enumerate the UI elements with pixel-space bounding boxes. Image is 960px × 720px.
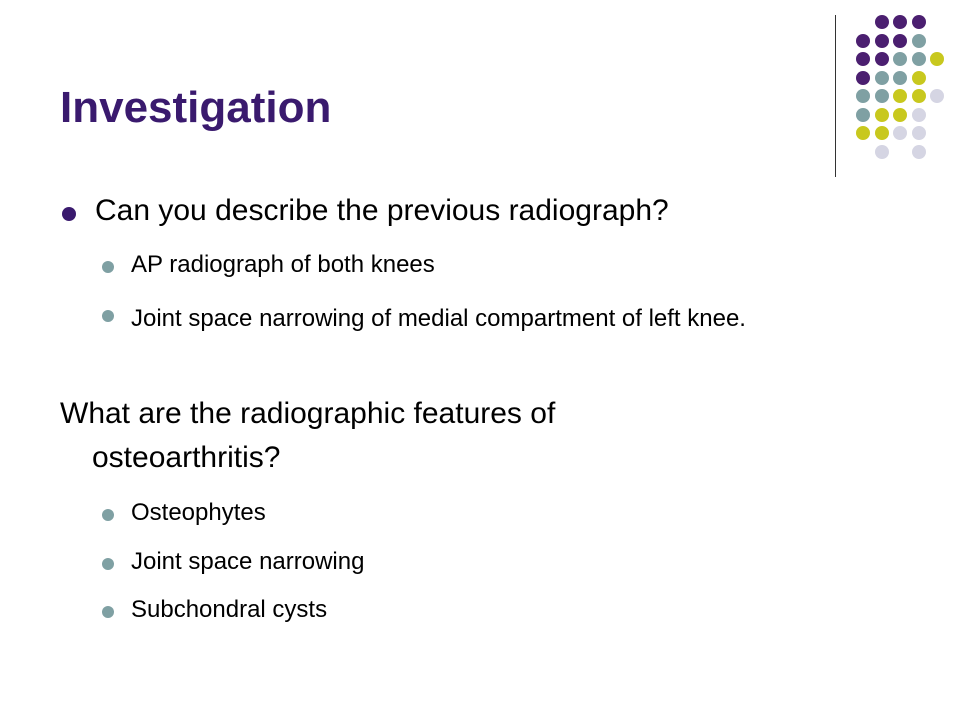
decor-dot [912,108,926,122]
decor-dot [856,89,870,103]
decor-dot [875,34,889,48]
decor-dot [930,52,944,66]
decor-dot [912,126,926,140]
decor-dot [875,126,889,140]
decor-dot [856,108,870,122]
decor-dot [893,126,907,140]
decor-dot [875,108,889,122]
decor-dot [893,71,907,85]
bullet-icon [102,558,114,570]
decor-dot [893,89,907,103]
question-2: What are the radiographic features of osteoarthritis? [60,397,556,474]
q1-answer-2: Joint space narrowing of medial compartment of left knee. [131,305,746,332]
bullet-icon [102,606,114,618]
bullet-icon [102,310,114,322]
q2-answer-1: Osteophytes [131,499,266,526]
decor-dot [856,34,870,48]
q2-answer-3: Subchondral cysts [131,596,328,623]
q2-answer-2: Joint space narrowing [131,548,365,575]
decor-dot [875,71,889,85]
decor-dot [856,71,870,85]
q1-answer-1: AP radiograph of both knees [131,251,435,278]
decor-dot [912,71,926,85]
decor-dot [912,15,926,29]
slide-title: Investigation [60,83,332,132]
decor-dot [875,15,889,29]
decor-dot [856,52,870,66]
bullet-icon [102,509,114,521]
decor-dot [912,52,926,66]
bullet-icon [102,261,114,273]
decor-divider [835,15,836,177]
decor-dot-grid [850,10,960,160]
decor-dot [912,89,926,103]
decor-dot [875,145,889,159]
decor-dot [856,126,870,140]
decor-dot [893,15,907,29]
decor-dot [930,89,944,103]
decor-dot [893,108,907,122]
decor-dot [893,34,907,48]
decor-dot [893,52,907,66]
decor-dot [875,52,889,66]
bullet-icon [62,207,76,221]
decor-dot [875,89,889,103]
decor-dot [912,34,926,48]
decor-dot [912,145,926,159]
question-1: Can you describe the previous radiograph? [95,194,669,227]
